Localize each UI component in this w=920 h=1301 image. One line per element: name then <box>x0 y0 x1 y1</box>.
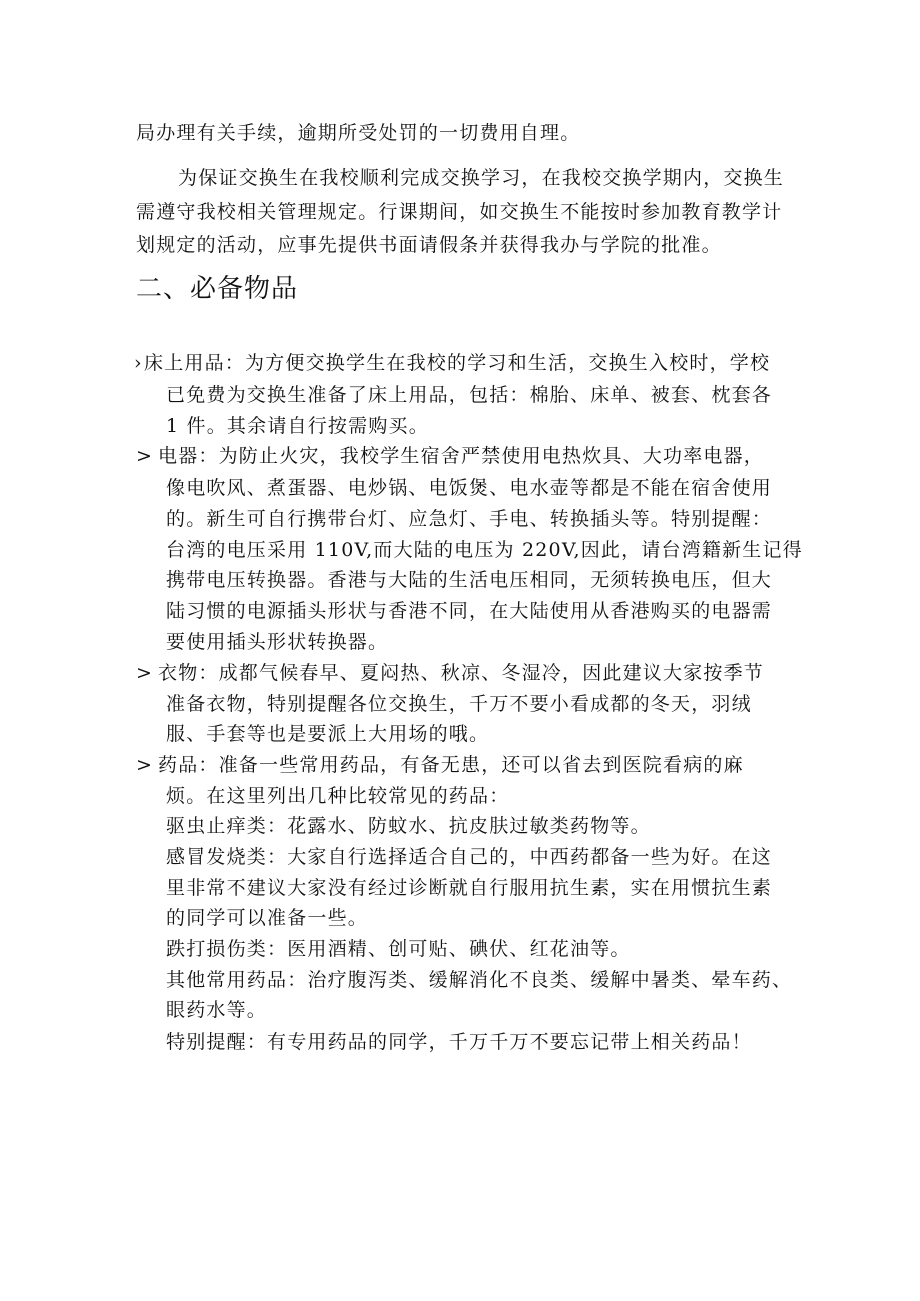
medicine-line-3: 驱虫止痒类：花露水、防蚊水、抗皮肤过敏类药物等。 <box>166 815 651 837</box>
electrical-line-6: 陆习惯的电源插头形状与香港不同，在大陆使用从香港购买的电器需 <box>166 600 773 622</box>
intro-line-1: 局办理有关手续，逾期所受处罚的一切费用自理。 <box>136 122 581 144</box>
electrical-line-2: 像电吹风、煮蛋器、电炒锅、电饭煲、电水壶等都是不能在宿舍使用 <box>166 477 773 499</box>
medicine-line-10: 特别提醒：有专用药品的同学，千万千万不要忘记带上相关药品！ <box>166 1031 752 1053</box>
electrical-bullet: > <box>136 445 152 467</box>
bedding-bullet: › <box>134 352 142 374</box>
clothing-line-1: 衣物：成都气候春早、夏闷热、秋凉、冬湿冷，因此建议大家按季节 <box>158 662 765 684</box>
medicine-line-9: 眼药水等。 <box>166 999 268 1021</box>
medicine-bullet: > <box>136 754 152 776</box>
electrical-line-4: 台湾的电压采用 110V,而大陆的电压为 220V,因此，请台湾籍新生记得 <box>166 539 803 561</box>
clothing-bullet: > <box>136 662 152 684</box>
electrical-line-3: 的。新生可自行携带台灯、应急灯、手电、转换插头等。特别提醒： <box>166 508 773 530</box>
intro-line-2: 为保证交换生在我校顺利完成交换学习，在我校交换学期内，交换生 <box>178 167 785 189</box>
bedding-line-1: 床上用品：为方便交换学生在我校的学习和生活，交换生入校时，学校 <box>144 352 771 374</box>
electrical-line-1: 电器：为防止火灾，我校学生宿舍严禁使用电热炊具、大功率电器， <box>158 445 765 467</box>
medicine-line-2: 烦。在这里列出几种比较常见的药品： <box>166 785 510 807</box>
bedding-line-2: 已免费为交换生准备了床上用品，包括：棉胎、床单、被套、枕套各 <box>166 384 773 406</box>
medicine-line-6: 的同学可以准备一些。 <box>166 907 369 929</box>
medicine-line-8: 其他常用药品：治疗腹泻类、缓解消化不良类、缓解中暑类、晕车药、 <box>166 969 793 991</box>
medicine-line-5: 里非常不建议大家没有经过诊断就自行服用抗生素，实在用惯抗生素 <box>166 877 773 899</box>
medicine-line-7: 跌打损伤类：医用酒精、创可贴、碘伏、红花油等。 <box>166 938 631 960</box>
electrical-line-5: 携带电压转换器。香港与大陆的生活电压相同，无须转换电压，但大 <box>166 569 773 591</box>
bedding-line-3: 1 件。其余请自行按需购买。 <box>166 415 429 437</box>
electrical-line-7: 要使用插头形状转换器。 <box>166 631 389 653</box>
section-title: 二、必备物品 <box>136 274 299 304</box>
clothing-line-2: 准备衣物，特别提醒各位交换生，千万不要小看成都的冬天，羽绒 <box>166 693 752 715</box>
medicine-line-4: 感冒发烧类：大家自行选择适合自己的，中西药都备一些为好。在这 <box>166 846 773 868</box>
intro-line-3: 需遵守我校相关管理规定。行课期间，如交换生不能按时参加教育教学计 <box>136 201 783 223</box>
medicine-line-1: 药品：准备一些常用药品，有备无患，还可以省去到医院看病的麻 <box>158 754 744 776</box>
intro-line-4: 划规定的活动，应事先提供书面请假条并获得我办与学院的批准。 <box>136 234 722 256</box>
clothing-line-3: 服、手套等也是要派上大用场的哦。 <box>166 723 490 745</box>
